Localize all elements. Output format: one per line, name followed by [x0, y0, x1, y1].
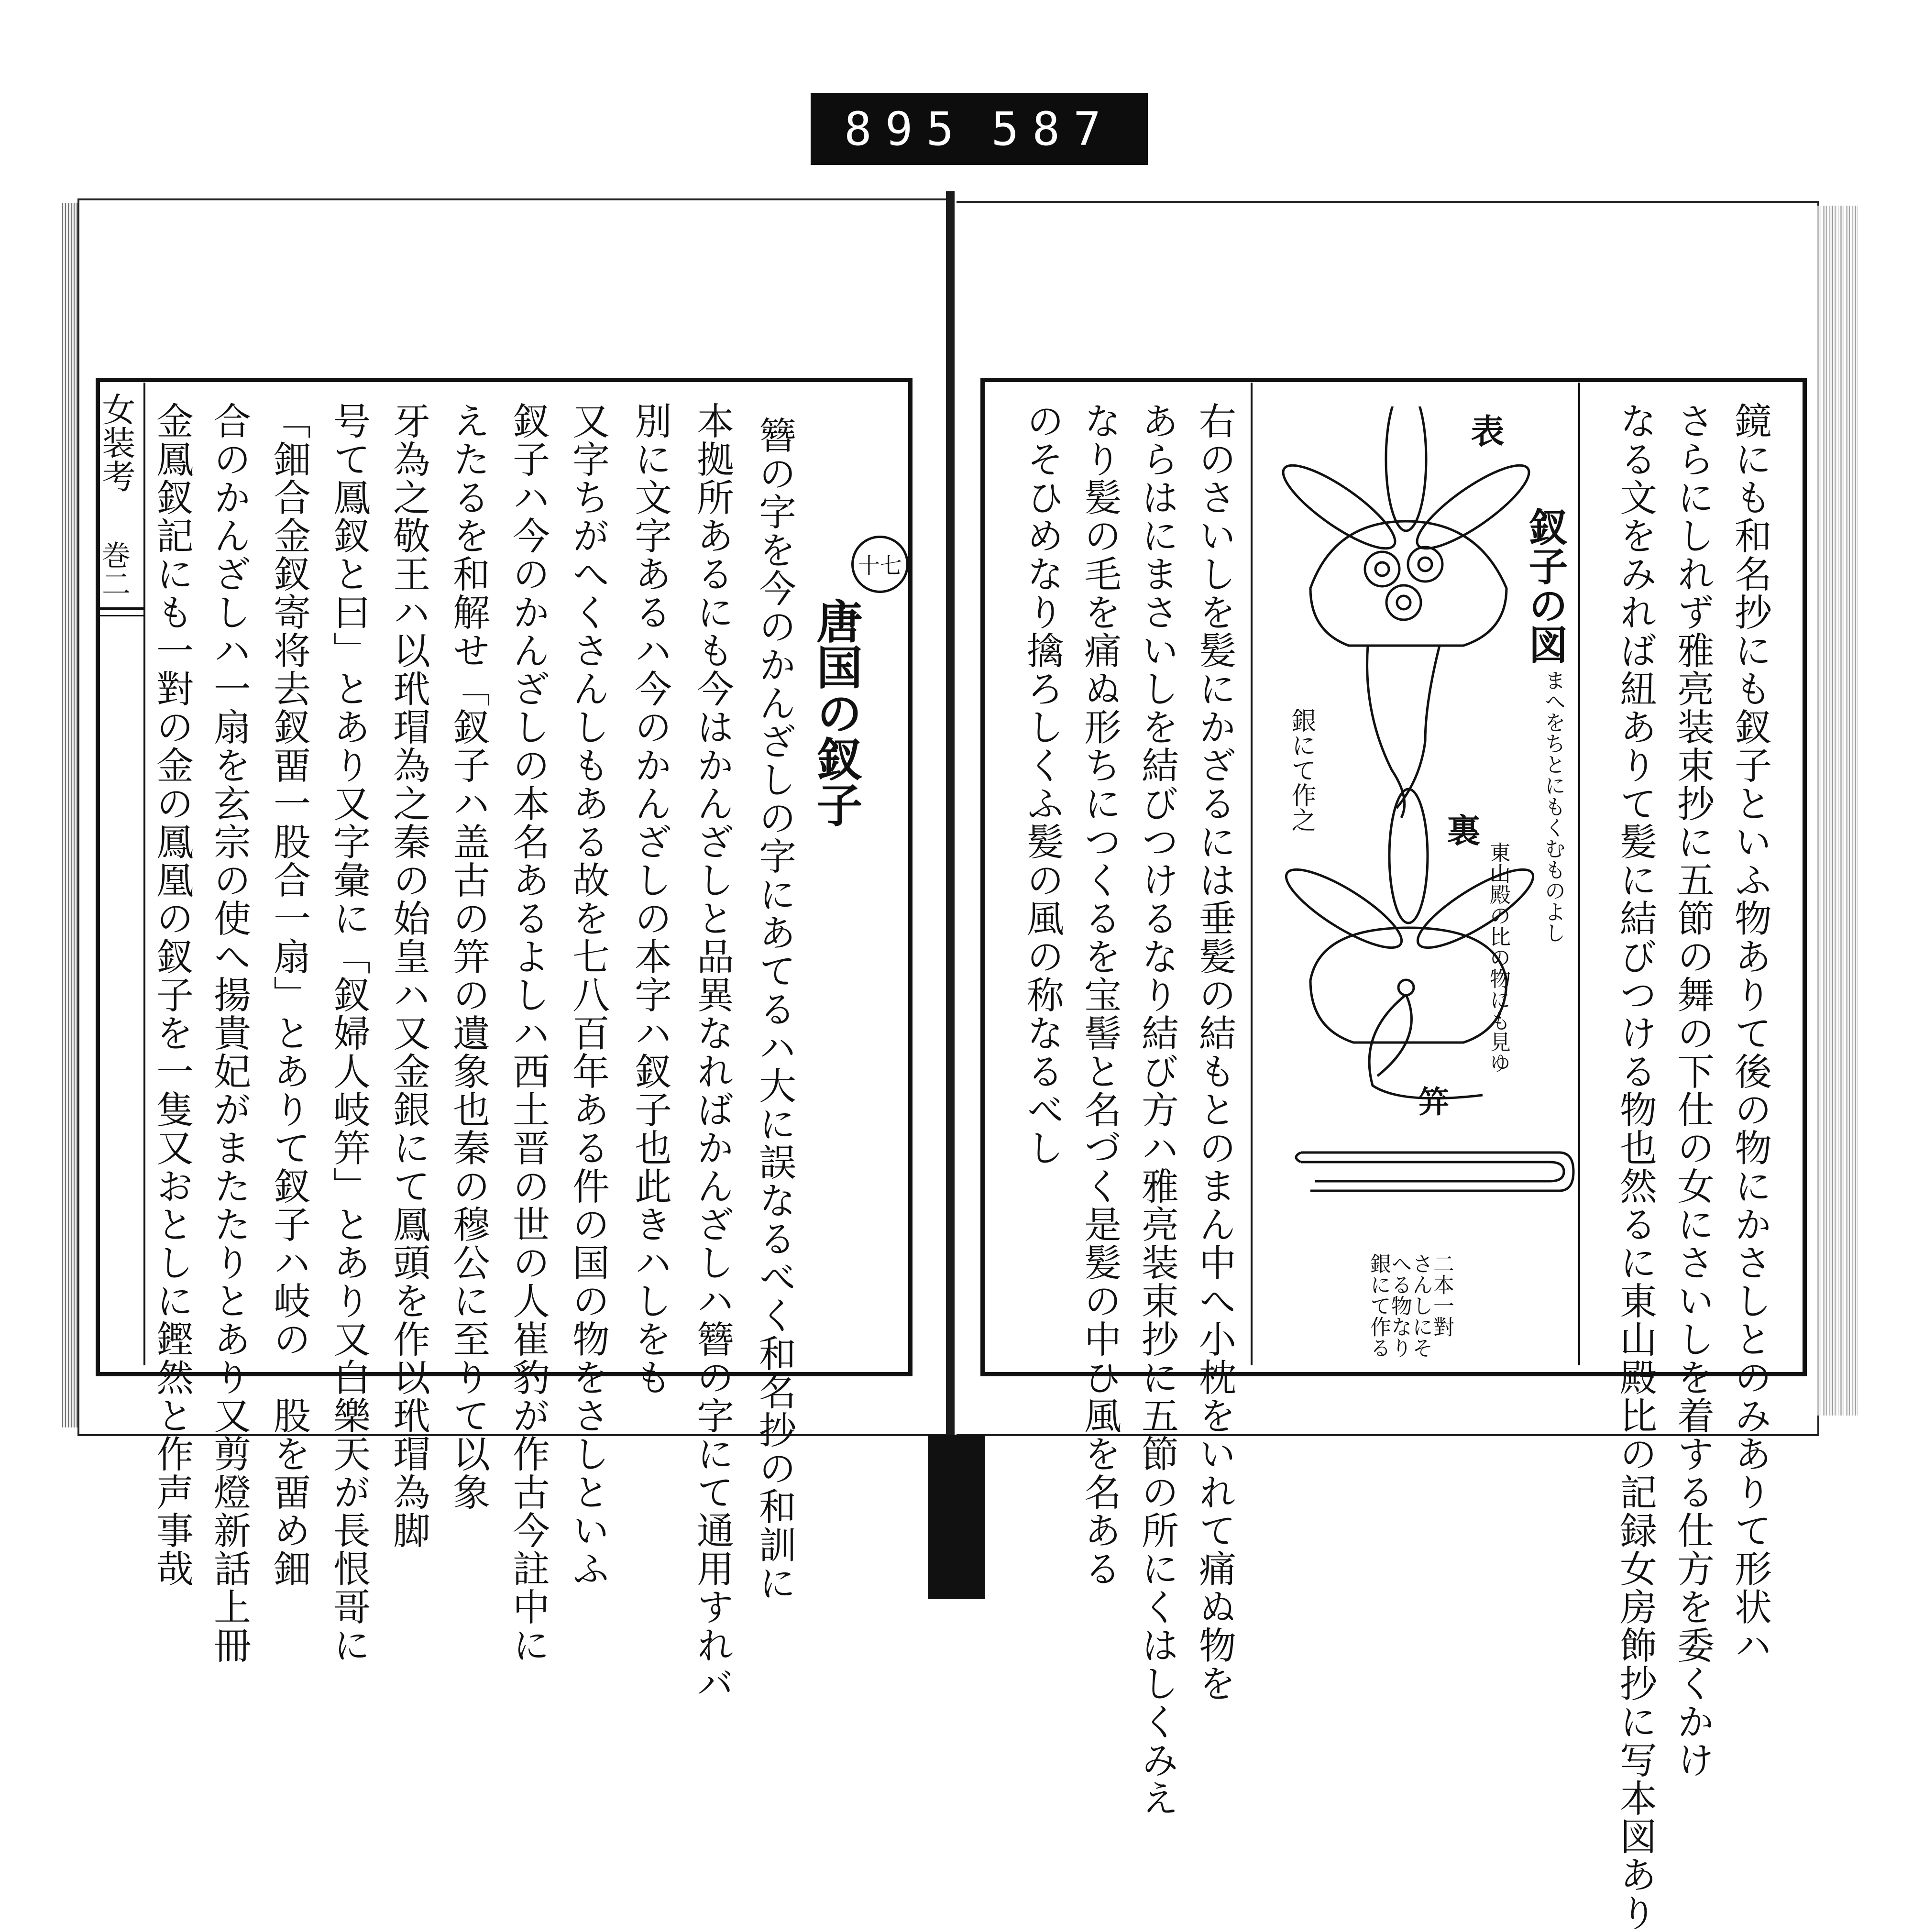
text-column: 右のさいしを髪にかざるには垂髪の結もとのまん中へ小枕をいれて痛ぬ物を — [1193, 402, 1236, 1702]
figure-divider-left — [1251, 383, 1253, 1365]
text-column: なり髪の毛を痛ぬ形ちにつくるを宝髻と名づく是髪の中ひ風を名ある — [1078, 402, 1121, 1588]
hairpin-tip — [1296, 1153, 1301, 1162]
margin-rule — [143, 383, 145, 1365]
margin-volume: 巻二 — [97, 540, 131, 598]
book-spine — [946, 191, 955, 1459]
front-cord — [1367, 646, 1405, 818]
margin-divider — [96, 607, 143, 616]
text-column: なる文をみれば紐ありて髪に結びつける物也然るに東山殿比の記録女房飾抄に写本図あり — [1614, 402, 1657, 1932]
kanzashi-pins — [1296, 1153, 1573, 1191]
text-column: 本拠所あるにも今はかんざしと品異なればかんざしハ簪の字にて通用すれバ — [691, 402, 734, 1702]
chrysanthemum-crest — [1365, 552, 1399, 586]
text-column: あらはにまさいしを結びつけるなり結び方ハ雅亮装束抄に五節の所にくはしくみえ — [1135, 402, 1178, 1817]
front-plate — [1310, 521, 1506, 646]
text-column: のそひめなり擒ろしくふ髪の風の称なるべし — [1021, 402, 1064, 1167]
source-note: 東山殿の比の物にも見ゆ — [1486, 842, 1510, 1073]
archive-label — [811, 93, 1148, 165]
text-column: 又字ちがへくさんしもある故を七八百年ある件の国の物をさしといふ — [566, 402, 609, 1588]
label-omote: 表 — [1465, 414, 1505, 447]
text-column: 簪の字を今のかんざしの字にあてるハ大に誤なるべく和名抄の和訓に — [753, 416, 796, 1602]
hairpin — [1301, 1153, 1573, 1191]
chrysanthemum-crest — [1408, 547, 1442, 582]
text-column: 鏡にも和名抄にも釵子といふ物ありて後の物にかさしとのみありて形状ハ — [1728, 402, 1771, 1664]
back-petal — [1282, 857, 1411, 960]
text-column: 「鈿合金釵寄将去釵畱一股合一扇」とありて釵子ハ岐の一股を畱め鈿 — [267, 402, 310, 1588]
label-kanzashi: 笄 — [1413, 1086, 1449, 1116]
page-fore-edge — [1817, 206, 1858, 1416]
text-column: 金鳳釵記にも一對の金の鳳凰の釵子を一隻又おとしに鏗然と作声事哉 — [150, 402, 193, 1588]
ura-view — [1282, 789, 1542, 1098]
text-column: 釵子ハ今のかんざしの本名あるよしハ西土晋の世の人崔豹が作古今註中に — [506, 402, 550, 1664]
back-cord — [1377, 995, 1411, 1076]
text-column: えたるを和解せ「釵子ハ盖古の笄の遺象也秦の穆公に至りて以象 — [447, 402, 490, 1511]
margin-book-title: 女装考 — [97, 392, 136, 493]
back-cord — [1369, 995, 1483, 1098]
front-cord — [1396, 646, 1440, 808]
back-petal — [1389, 789, 1428, 923]
text-column: さらにしれず雅亮装束抄に五節の舞の下仕の女にさいしを着する仕方を委くかけ — [1671, 402, 1714, 1779]
kanzashi-illustration — [1282, 406, 1597, 1353]
archive-number-right: 587 — [991, 102, 1114, 156]
pair-note: 二本一對 さんしにそへる物なり 銀にて作る — [1366, 1253, 1454, 1358]
figure-note: まへをちとにもくむものよし — [1541, 670, 1565, 943]
archive-number-left: 895 — [844, 102, 967, 156]
binding-tab — [928, 1435, 985, 1599]
back-knob — [1398, 980, 1414, 995]
text-column: 合のかんざしハ一扇を玄宗の使へ揚貴妃がまたたりとあり又剪燈新話上冊 — [208, 402, 251, 1664]
label-ura: 裏 — [1441, 813, 1481, 846]
figure-title: 釵子の図 — [1522, 507, 1568, 664]
material-note: 銀にて作之 — [1287, 708, 1316, 832]
section-number-badge — [851, 536, 909, 593]
section-number: 十七 — [858, 553, 902, 579]
omote-view — [1282, 406, 1539, 818]
section-heading: 唐国の釵子 — [809, 598, 863, 827]
text-column: 別に文字あるハ今のかんざしの本字ハ釵子也此きハしをも — [628, 402, 671, 1396]
chrysanthemum-crest — [1386, 585, 1421, 620]
front-petal — [1386, 406, 1426, 531]
hairpin — [1301, 1162, 1564, 1181]
text-column: 号て鳳釵と曰」とあり又字彙に「釵婦人岐笄」とあり又白樂天が長恨哥に — [327, 402, 370, 1664]
text-column: 牙為之敬王ハ以玳瑁為之秦の始皇ハ又金銀にて鳳頭を作以玳瑁為脚 — [387, 402, 430, 1549]
back-plate — [1310, 928, 1506, 1043]
back-petal — [1408, 857, 1542, 960]
